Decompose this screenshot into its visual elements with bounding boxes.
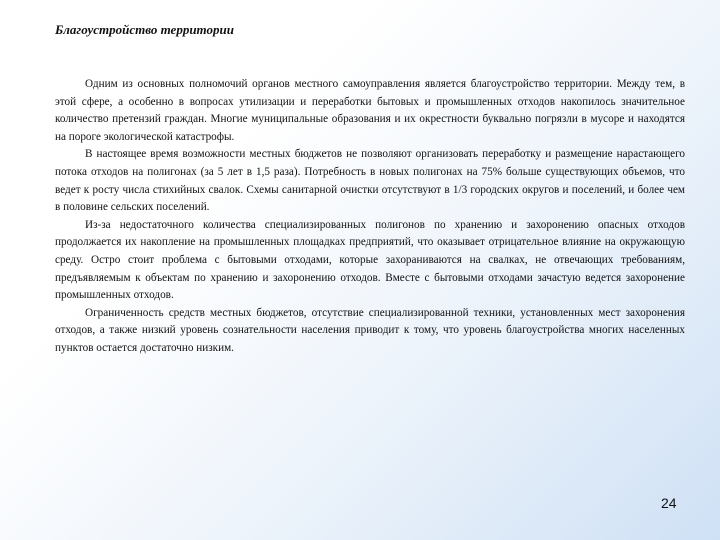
page-number: 24 [661, 495, 677, 511]
body-text [55, 76, 685, 358]
paragraph: В настоящее время возможности местных бюджетов не позволяют организовать переработку и размещение нарастающего потока отходов на полигонах (за 5 лет в 1,5 раза). Потребность в новых полигонах на 75% больше существующих объемов, что ведет к росту числа стихийных свалок. Схемы санитарной очистки отсутствуют в 1/3 городских округов и поселений, и более чем в половине сельских поселений. [55, 148, 685, 214]
paragraph: Из-за недостаточного количества специализированных полигонов по хранению и захоронению опасных отходов продолжается их накопление на промышленных площадках предприятий, что оказывает отрицательное влияние на окружающую среду. Остро стоит проблема с бытовыми отходами, которые захораниваются на свалках, не отвечающих требованиям, предъявляемым к объектам по хранению и захоронению отходов. Вместе с бытовыми отходами зачастую ведется захоронение промышленных отходов. [55, 218, 685, 302]
paragraph: Одним из основных полномочий органов местного самоуправления является благоустройство территории. Между тем, в этой сфере, а особенно в вопросах утилизации и переработки бытовых и промышленных отходов накопилось значительное количество претензий граждан. Многие муниципальные образования и их окрестности буквально погрязли в мусоре и находятся на пороге экологической катастрофы. [55, 78, 685, 143]
slide-title: Благоустройство территории [55, 22, 234, 37]
paragraph: Ограниченность средств местных бюджетов, отсутствие специализированной техники, установленных мест захоронения отходов, а также низкий уровень сознательности населения приводит к тому, что уровень благоустройства многих населенных пунктов остается достаточно низким. [55, 306, 685, 354]
